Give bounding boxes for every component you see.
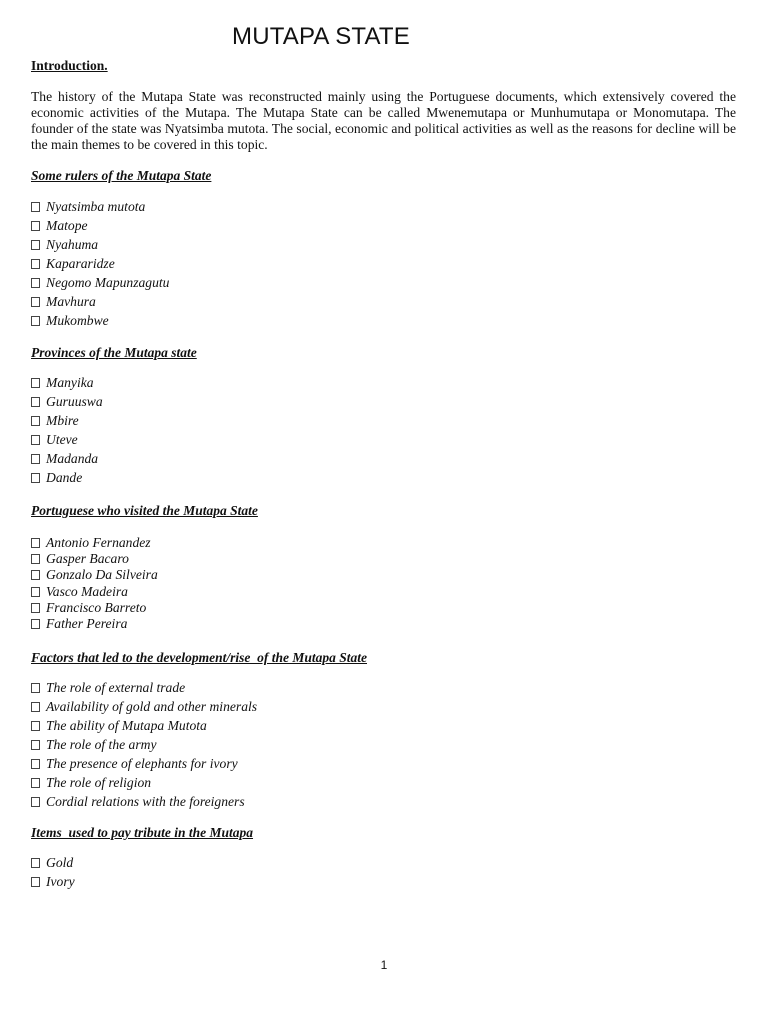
list-item-text: Manyika bbox=[46, 375, 94, 390]
list-item bbox=[31, 853, 75, 872]
list-item bbox=[31, 773, 257, 792]
list-item bbox=[31, 792, 257, 811]
list-item bbox=[31, 235, 169, 254]
list-item bbox=[31, 273, 169, 292]
list-item-text: Availability of gold and other minerals bbox=[46, 699, 258, 714]
list-item-text: The role of the army bbox=[46, 737, 157, 752]
list-item bbox=[31, 468, 103, 487]
list-item-text: Cordial relations with the foreigners bbox=[46, 794, 245, 809]
list-item bbox=[31, 411, 103, 430]
list-item-text: Gold bbox=[46, 855, 74, 870]
checkbox-bullet-icon bbox=[31, 416, 40, 426]
checkbox-bullet-icon bbox=[31, 759, 40, 769]
checkbox-bullet-icon bbox=[31, 202, 40, 212]
checkbox-bullet-icon bbox=[31, 683, 40, 693]
checkbox-bullet-icon bbox=[31, 587, 40, 597]
list-item bbox=[31, 197, 169, 216]
checkbox-bullet-icon bbox=[31, 858, 40, 868]
checkbox-bullet-icon bbox=[31, 454, 40, 464]
checkbox-bullet-icon bbox=[31, 619, 40, 629]
provinces-list bbox=[31, 373, 103, 487]
list-item bbox=[31, 373, 103, 392]
checkbox-bullet-icon bbox=[31, 538, 40, 548]
portuguese-list bbox=[31, 535, 158, 632]
checkbox-bullet-icon bbox=[31, 797, 40, 807]
list-item-text: Uteve bbox=[46, 432, 78, 447]
list-item bbox=[31, 392, 103, 411]
rulers-list bbox=[31, 197, 169, 330]
list-item-text: The role of religion bbox=[46, 775, 152, 790]
list-item bbox=[31, 716, 257, 735]
checkbox-bullet-icon bbox=[31, 278, 40, 288]
list-item-text: Madanda bbox=[46, 451, 99, 466]
introduction-heading: Introduction. bbox=[31, 58, 108, 73]
list-item-text: Francisco Barreto bbox=[46, 599, 147, 615]
list-item bbox=[31, 584, 158, 600]
checkbox-bullet-icon bbox=[31, 316, 40, 326]
checkbox-bullet-icon bbox=[31, 378, 40, 388]
introduction-paragraph: The history of the Mutapa State was reconstructed mainly using the Portuguese documents, which extensively covered the economic activities of the Mutapa. The Mutapa State can be called Mwenemutapa or Munhumutapa or Monomutapa. The founder of the state was Nyatsimba mutota. The social, economic and political activities as well as the reasons for decline will be the main themes to be covered in this topic. bbox=[31, 89, 736, 152]
factors-heading: Factors that led to the development/rise of the Mutapa State bbox=[31, 650, 367, 665]
list-item-text: Father Pereira bbox=[46, 615, 128, 631]
provinces-heading: Provinces of the Mutapa state bbox=[31, 345, 197, 360]
checkbox-bullet-icon bbox=[31, 740, 40, 750]
list-item-text: Kapararidze bbox=[46, 256, 115, 271]
checkbox-bullet-icon bbox=[31, 721, 40, 731]
list-item-text: Matope bbox=[46, 218, 88, 233]
list-item-text: The ability of Mutapa Mutota bbox=[46, 718, 207, 733]
checkbox-bullet-icon bbox=[31, 778, 40, 788]
tribute-heading: Items used to pay tribute in the Mutapa bbox=[31, 825, 254, 840]
list-item-text: Gasper Bacaro bbox=[46, 551, 129, 567]
list-item-text: Vasco Madeira bbox=[46, 583, 128, 599]
list-item bbox=[31, 216, 169, 235]
list-item bbox=[31, 535, 158, 551]
checkbox-bullet-icon bbox=[31, 259, 40, 269]
list-item-text: The role of external trade bbox=[46, 680, 186, 695]
checkbox-bullet-icon bbox=[31, 297, 40, 307]
list-item-text: Guruuswa bbox=[46, 394, 103, 409]
list-item bbox=[31, 872, 75, 891]
list-item bbox=[31, 292, 169, 311]
checkbox-bullet-icon bbox=[31, 397, 40, 407]
list-item bbox=[31, 616, 158, 632]
list-item-text: Mbire bbox=[46, 413, 79, 428]
factors-list bbox=[31, 678, 257, 811]
list-item bbox=[31, 551, 158, 567]
checkbox-bullet-icon bbox=[31, 221, 40, 231]
tribute-list bbox=[31, 853, 75, 891]
list-item-text: Dande bbox=[46, 470, 83, 485]
list-item bbox=[31, 697, 257, 716]
list-item bbox=[31, 600, 158, 616]
list-item bbox=[31, 735, 257, 754]
portuguese-heading: Portuguese who visited the Mutapa State bbox=[31, 503, 258, 518]
list-item bbox=[31, 430, 103, 449]
checkbox-bullet-icon bbox=[31, 473, 40, 483]
checkbox-bullet-icon bbox=[31, 877, 40, 887]
checkbox-bullet-icon bbox=[31, 240, 40, 250]
list-item-text: The presence of elephants for ivory bbox=[46, 756, 238, 771]
list-item-text: Ivory bbox=[46, 874, 75, 889]
list-item-text: Mavhura bbox=[46, 294, 96, 309]
checkbox-bullet-icon bbox=[31, 702, 40, 712]
rulers-heading: Some rulers of the Mutapa State bbox=[31, 168, 212, 183]
list-item-text: Nyatsimba mutota bbox=[46, 199, 146, 214]
document-title: MUTAPA STATE bbox=[232, 23, 410, 50]
list-item-text: Gonzalo Da Silveira bbox=[46, 567, 158, 583]
list-item-text: Mukombwe bbox=[46, 313, 109, 328]
list-item-text: Antonio Fernandez bbox=[46, 535, 151, 550]
list-item-text: Nyahuma bbox=[46, 237, 99, 252]
list-item-text: Negomo Mapunzagutu bbox=[46, 275, 170, 290]
checkbox-bullet-icon bbox=[31, 603, 40, 613]
page-number: 1 bbox=[380, 958, 388, 972]
list-item bbox=[31, 311, 169, 330]
list-item bbox=[31, 449, 103, 468]
list-item bbox=[31, 254, 169, 273]
list-item bbox=[31, 567, 158, 583]
list-item bbox=[31, 678, 257, 697]
list-item bbox=[31, 754, 257, 773]
checkbox-bullet-icon bbox=[31, 554, 40, 564]
checkbox-bullet-icon bbox=[31, 435, 40, 445]
checkbox-bullet-icon bbox=[31, 570, 40, 580]
